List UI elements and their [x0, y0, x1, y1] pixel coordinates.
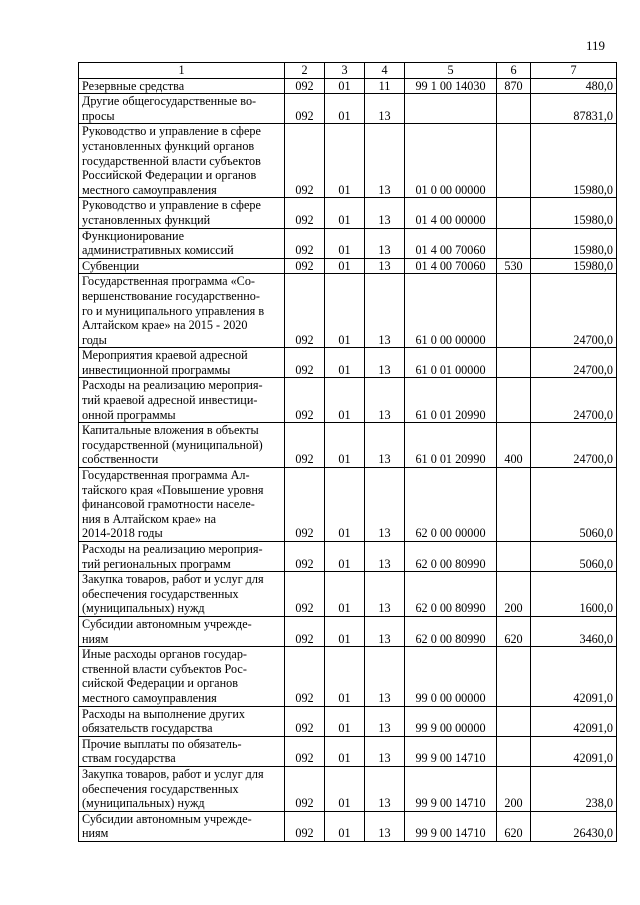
- amount-cell: 42091,0: [531, 736, 617, 766]
- subsection-code-cell: 13: [365, 542, 405, 572]
- target-article-cell: 62 0 00 80990: [405, 542, 497, 572]
- expense-type-cell: [497, 647, 531, 706]
- admin-code-cell: 092: [285, 736, 325, 766]
- item-name-cell: Руководство и управление в сфере установленных функций органов государственной власти субъектов Российской Федерации и органов местного самоуправления: [79, 124, 285, 198]
- target-article-cell: 99 9 00 14710: [405, 811, 497, 841]
- admin-code-cell: 092: [285, 274, 325, 348]
- item-name-cell: Руководство и управление в сфере установленных функций: [79, 198, 285, 228]
- table-row: [79, 78, 617, 94]
- item-name-cell: Субвенции: [79, 258, 285, 274]
- amount-cell: 42091,0: [531, 647, 617, 706]
- expense-type-cell: [497, 348, 531, 378]
- expense-type-cell: 400: [497, 423, 531, 468]
- subsection-code-cell: 13: [365, 811, 405, 841]
- amount-cell: 87831,0: [531, 94, 617, 124]
- subsection-code-cell: 13: [365, 94, 405, 124]
- expense-type-cell: [497, 198, 531, 228]
- section-code-cell: 01: [325, 542, 365, 572]
- expense-type-cell: 200: [497, 766, 531, 811]
- admin-code-cell: 092: [285, 706, 325, 736]
- item-name-cell: Иные расходы органов государ- ственной власти субъектов Рос- сийской Федерации и органов местного самоуправления: [79, 647, 285, 706]
- expense-type-cell: [497, 228, 531, 258]
- section-code-cell: 01: [325, 258, 365, 274]
- table-row: [79, 647, 617, 706]
- item-name-cell: Государственная программа Ал- тайского края «Повышение уровня финансовой грамотности населе- ния в Алтайском крае» на 2014-2018 годы: [79, 468, 285, 542]
- column-header: 4: [365, 63, 405, 79]
- item-name-cell: Субсидии автономным учрежде- ниям: [79, 811, 285, 841]
- budget-table: [78, 62, 617, 842]
- amount-cell: 5060,0: [531, 468, 617, 542]
- target-article-cell: 99 9 00 14710: [405, 736, 497, 766]
- expense-type-cell: 620: [497, 811, 531, 841]
- column-header: 1: [79, 63, 285, 79]
- item-name-cell: Резервные средства: [79, 78, 285, 94]
- table-row: [79, 378, 617, 423]
- table-row: [79, 572, 617, 617]
- target-article-cell: 61 0 00 00000: [405, 274, 497, 348]
- item-name-cell: Расходы на выполнение других обязательств государства: [79, 706, 285, 736]
- table-row: [79, 198, 617, 228]
- subsection-code-cell: 13: [365, 616, 405, 646]
- section-code-cell: 01: [325, 572, 365, 617]
- amount-cell: 5060,0: [531, 542, 617, 572]
- item-name-cell: Мероприятия краевой адресной инвестиционной программы: [79, 348, 285, 378]
- table-row: [79, 423, 617, 468]
- admin-code-cell: 092: [285, 198, 325, 228]
- column-header: 2: [285, 63, 325, 79]
- section-code-cell: 01: [325, 228, 365, 258]
- item-name-cell: Закупка товаров, работ и услуг для обеспечения государственных (муниципальных) нужд: [79, 766, 285, 811]
- amount-cell: 15980,0: [531, 124, 617, 198]
- table-row: [79, 124, 617, 198]
- section-code-cell: 01: [325, 423, 365, 468]
- table-row: [79, 258, 617, 274]
- table-row: [79, 542, 617, 572]
- target-article-cell: 99 9 00 14710: [405, 766, 497, 811]
- section-code-cell: 01: [325, 348, 365, 378]
- column-header: 7: [531, 63, 617, 79]
- expense-type-cell: [497, 94, 531, 124]
- admin-code-cell: 092: [285, 811, 325, 841]
- section-code-cell: 01: [325, 124, 365, 198]
- amount-cell: 15980,0: [531, 198, 617, 228]
- expense-type-cell: [497, 542, 531, 572]
- subsection-code-cell: 13: [365, 736, 405, 766]
- section-code-cell: 01: [325, 94, 365, 124]
- admin-code-cell: 092: [285, 468, 325, 542]
- subsection-code-cell: 13: [365, 766, 405, 811]
- target-article-cell: [405, 94, 497, 124]
- table-body: [79, 78, 617, 841]
- column-header: 5: [405, 63, 497, 79]
- admin-code-cell: 092: [285, 542, 325, 572]
- subsection-code-cell: 13: [365, 198, 405, 228]
- subsection-code-cell: 13: [365, 706, 405, 736]
- amount-cell: 26430,0: [531, 811, 617, 841]
- expense-type-cell: [497, 274, 531, 348]
- target-article-cell: 62 0 00 80990: [405, 616, 497, 646]
- section-code-cell: 01: [325, 78, 365, 94]
- admin-code-cell: 092: [285, 348, 325, 378]
- admin-code-cell: 092: [285, 766, 325, 811]
- amount-cell: 15980,0: [531, 228, 617, 258]
- section-code-cell: 01: [325, 378, 365, 423]
- section-code-cell: 01: [325, 468, 365, 542]
- section-code-cell: 01: [325, 647, 365, 706]
- table-row: [79, 348, 617, 378]
- section-code-cell: 01: [325, 198, 365, 228]
- column-header: 6: [497, 63, 531, 79]
- amount-cell: 1600,0: [531, 572, 617, 617]
- subsection-code-cell: 13: [365, 572, 405, 617]
- target-article-cell: 62 0 00 80990: [405, 572, 497, 617]
- target-article-cell: 99 1 00 14030: [405, 78, 497, 94]
- section-code-cell: 01: [325, 706, 365, 736]
- table-header-row: [79, 63, 617, 79]
- table-row: [79, 811, 617, 841]
- item-name-cell: Закупка товаров, работ и услуг для обеспечения государственных (муниципальных) нужд: [79, 572, 285, 617]
- section-code-cell: 01: [325, 811, 365, 841]
- target-article-cell: 61 0 01 20990: [405, 423, 497, 468]
- expense-type-cell: [497, 468, 531, 542]
- table-row: [79, 274, 617, 348]
- subsection-code-cell: 13: [365, 378, 405, 423]
- table-row: [79, 468, 617, 542]
- expense-type-cell: [497, 124, 531, 198]
- target-article-cell: 62 0 00 00000: [405, 468, 497, 542]
- expense-type-cell: [497, 706, 531, 736]
- expense-type-cell: 200: [497, 572, 531, 617]
- subsection-code-cell: 13: [365, 228, 405, 258]
- admin-code-cell: 092: [285, 258, 325, 274]
- target-article-cell: 99 0 00 00000: [405, 647, 497, 706]
- target-article-cell: 01 0 00 00000: [405, 124, 497, 198]
- item-name-cell: Другие общегосударственные во- просы: [79, 94, 285, 124]
- expense-type-cell: [497, 378, 531, 423]
- column-header: 3: [325, 63, 365, 79]
- section-code-cell: 01: [325, 616, 365, 646]
- subsection-code-cell: 13: [365, 258, 405, 274]
- admin-code-cell: 092: [285, 572, 325, 617]
- expense-type-cell: [497, 736, 531, 766]
- subsection-code-cell: 13: [365, 348, 405, 378]
- amount-cell: 24700,0: [531, 378, 617, 423]
- subsection-code-cell: 13: [365, 468, 405, 542]
- admin-code-cell: 092: [285, 228, 325, 258]
- amount-cell: 24700,0: [531, 423, 617, 468]
- expense-type-cell: 620: [497, 616, 531, 646]
- section-code-cell: 01: [325, 766, 365, 811]
- item-name-cell: Капитальные вложения в объекты государственной (муниципальной) собственности: [79, 423, 285, 468]
- table-row: [79, 228, 617, 258]
- amount-cell: 24700,0: [531, 274, 617, 348]
- subsection-code-cell: 11: [365, 78, 405, 94]
- table-row: [79, 94, 617, 124]
- admin-code-cell: 092: [285, 78, 325, 94]
- target-article-cell: 61 0 01 00000: [405, 348, 497, 378]
- amount-cell: 3460,0: [531, 616, 617, 646]
- amount-cell: 15980,0: [531, 258, 617, 274]
- table-row: [79, 616, 617, 646]
- table-row: [79, 736, 617, 766]
- subsection-code-cell: 13: [365, 124, 405, 198]
- admin-code-cell: 092: [285, 124, 325, 198]
- table-row: [79, 766, 617, 811]
- target-article-cell: 01 4 00 00000: [405, 198, 497, 228]
- subsection-code-cell: 13: [365, 647, 405, 706]
- item-name-cell: Государственная программа «Со- вершенствование государственно- го и муниципального управления в Алтайском крае» на 2015 - 2020 годы: [79, 274, 285, 348]
- target-article-cell: 01 4 00 70060: [405, 258, 497, 274]
- section-code-cell: 01: [325, 736, 365, 766]
- target-article-cell: 99 9 00 00000: [405, 706, 497, 736]
- amount-cell: 42091,0: [531, 706, 617, 736]
- admin-code-cell: 092: [285, 94, 325, 124]
- item-name-cell: Расходы на реализацию мероприя- тий краевой адресной инвестици- онной программы: [79, 378, 285, 423]
- subsection-code-cell: 13: [365, 423, 405, 468]
- admin-code-cell: 092: [285, 423, 325, 468]
- target-article-cell: 61 0 01 20990: [405, 378, 497, 423]
- section-code-cell: 01: [325, 274, 365, 348]
- amount-cell: 480,0: [531, 78, 617, 94]
- subsection-code-cell: 13: [365, 274, 405, 348]
- expense-type-cell: 870: [497, 78, 531, 94]
- expense-type-cell: 530: [497, 258, 531, 274]
- table-row: [79, 706, 617, 736]
- page-number: 119: [586, 38, 606, 53]
- item-name-cell: Расходы на реализацию мероприя- тий региональных программ: [79, 542, 285, 572]
- admin-code-cell: 092: [285, 647, 325, 706]
- target-article-cell: 01 4 00 70060: [405, 228, 497, 258]
- admin-code-cell: 092: [285, 616, 325, 646]
- amount-cell: 238,0: [531, 766, 617, 811]
- item-name-cell: Прочие выплаты по обязатель- ствам государства: [79, 736, 285, 766]
- admin-code-cell: 092: [285, 378, 325, 423]
- item-name-cell: Функционирование административных комиссий: [79, 228, 285, 258]
- amount-cell: 24700,0: [531, 348, 617, 378]
- item-name-cell: Субсидии автономным учрежде- ниям: [79, 616, 285, 646]
